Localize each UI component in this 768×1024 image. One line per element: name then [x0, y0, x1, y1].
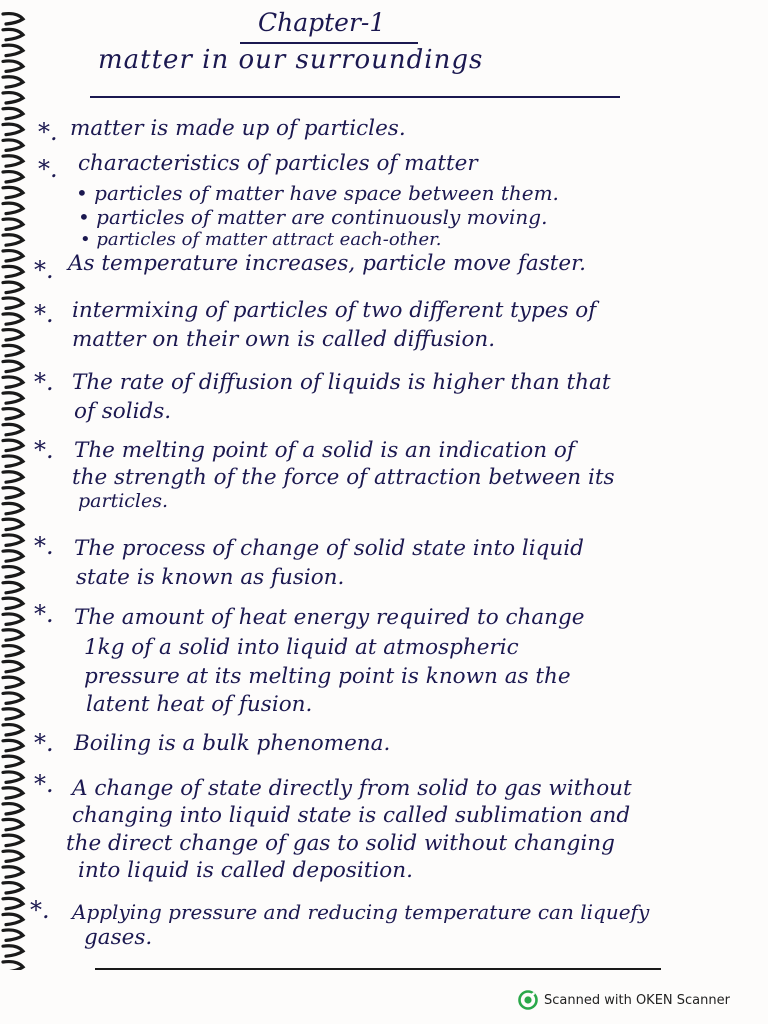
asterisk-marker: *. [38, 155, 58, 183]
spiral-coil [3, 788, 23, 798]
chapter-subtitle: matter in our surroundings [98, 45, 484, 75]
note-line: A change of state directly from solid to gas without [72, 776, 632, 801]
asterisk-marker: *. [38, 118, 58, 146]
spiral-coil [3, 567, 23, 577]
spiral-coil [3, 693, 23, 703]
spiral-coil [3, 140, 23, 150]
note-line: changing into liquid state is called sublimation and [72, 803, 631, 828]
sub-bullet-line: • particles of matter attract each-other. [80, 229, 442, 250]
scanner-watermark-text: Scanned with OKEN Scanner [544, 992, 730, 1008]
spiral-coil [3, 424, 23, 434]
spiral-coil [3, 45, 23, 55]
spiral-coil [3, 772, 23, 782]
note-line: latent heat of fusion. [86, 692, 313, 717]
spiral-coil [3, 93, 23, 103]
spiral-coil [3, 630, 23, 640]
asterisk-marker: *. [30, 896, 50, 924]
spiral-coil [3, 867, 23, 877]
note-line: Boiling is a bulk phenomena. [74, 731, 391, 756]
note-line: The melting point of a solid is an indication of [74, 438, 575, 463]
spiral-coil [3, 345, 23, 355]
spiral-coil [3, 219, 23, 229]
spiral-coil [3, 725, 23, 735]
spiral-coil [3, 883, 23, 893]
spiral-coil [3, 598, 23, 608]
spiral-coil [3, 124, 23, 134]
note-line: Applying pressure and reducing temperature can liquefy [72, 900, 650, 924]
spiral-coil [3, 946, 23, 956]
spiral-coil [3, 930, 23, 940]
note-line: pressure at its melting point is known as the [84, 664, 571, 689]
spiral-coil [3, 819, 23, 829]
spiral-coil [3, 314, 23, 324]
note-line: matter on their own is called diffusion. [72, 327, 496, 352]
spiral-coil [3, 756, 23, 766]
note-line: The rate of diffusion of liquids is higher than that [72, 370, 611, 395]
spiral-coil [3, 440, 23, 450]
page-bottom-rule [95, 968, 661, 970]
spiral-coil [3, 914, 23, 924]
spiral-coil [3, 456, 23, 466]
spiral-coil [3, 156, 23, 166]
spiral-coil [3, 740, 23, 750]
asterisk-marker: *. [34, 729, 54, 757]
spiral-coil [3, 519, 23, 529]
spiral-coil [3, 361, 23, 371]
spiral-coil [3, 393, 23, 403]
spiral-coil [3, 614, 23, 624]
spiral-coil [3, 962, 23, 970]
spiral-coil [3, 235, 23, 245]
spiral-coil [3, 187, 23, 197]
note-line: gases. [84, 925, 153, 950]
spiral-coil [3, 61, 23, 71]
note-line: particles. [78, 490, 169, 512]
spiral-coil [3, 472, 23, 482]
spiral-coil [3, 677, 23, 687]
asterisk-marker: *. [34, 300, 54, 328]
spiral-coil [3, 898, 23, 908]
spiral-coil [3, 835, 23, 845]
spiral-coil [3, 172, 23, 182]
spiral-coil [3, 108, 23, 118]
spiral-coil [3, 851, 23, 861]
note-line: state is known as fusion. [76, 565, 345, 590]
spiral-coil [3, 488, 23, 498]
note-line: The process of change of solid state into liquid [74, 536, 584, 561]
spiral-coil [3, 409, 23, 419]
note-line: The amount of heat energy required to change [74, 605, 585, 630]
note-line: of solids. [74, 399, 172, 424]
spiral-binding [0, 0, 30, 970]
spiral-coil [3, 551, 23, 561]
spiral-coil [3, 661, 23, 671]
spiral-coil [3, 77, 23, 87]
note-line: 1kg of a solid into liquid at atmospheric [84, 635, 519, 660]
spiral-coil [3, 282, 23, 292]
spiral-coil [3, 377, 23, 387]
spiral-coil [3, 804, 23, 814]
asterisk-marker: *. [34, 532, 54, 560]
asterisk-marker: *. [34, 600, 54, 628]
spiral-coil [3, 203, 23, 213]
scanner-logo-icon [518, 990, 538, 1010]
asterisk-marker: *. [34, 770, 54, 798]
chapter-title: Chapter-1 [258, 8, 386, 37]
note-line: matter is made up of particles. [70, 116, 406, 141]
subtitle-underline [90, 96, 620, 98]
note-line: the direct change of gas to solid without changing [66, 831, 615, 856]
spiral-coil [3, 330, 23, 340]
note-line: intermixing of particles of two different types of [72, 298, 597, 323]
note-line: As temperature increases, particle move faster. [68, 251, 586, 276]
sub-bullet-line: • particles of matter are continuously moving. [78, 205, 548, 229]
asterisk-marker: *. [34, 436, 54, 464]
spiral-coil [3, 251, 23, 261]
note-line: into liquid is called deposition. [78, 858, 413, 883]
spiral-coil [3, 646, 23, 656]
scanner-watermark [518, 990, 730, 1010]
asterisk-marker: *. [34, 256, 54, 284]
note-line: characteristics of particles of matter [78, 151, 478, 176]
spiral-coil [3, 503, 23, 513]
sub-bullet-line: • particles of matter have space between them. [76, 181, 559, 205]
spiral-coil [3, 709, 23, 719]
note-line: the strength of the force of attraction between its [72, 465, 615, 490]
spiral-coil [3, 29, 23, 39]
spiral-coil [3, 266, 23, 276]
spiral-coil [3, 582, 23, 592]
spiral-coil [3, 298, 23, 308]
asterisk-marker: *. [34, 368, 54, 396]
spiral-coil [3, 535, 23, 545]
title-underline [240, 42, 418, 44]
spiral-coil [3, 14, 23, 24]
